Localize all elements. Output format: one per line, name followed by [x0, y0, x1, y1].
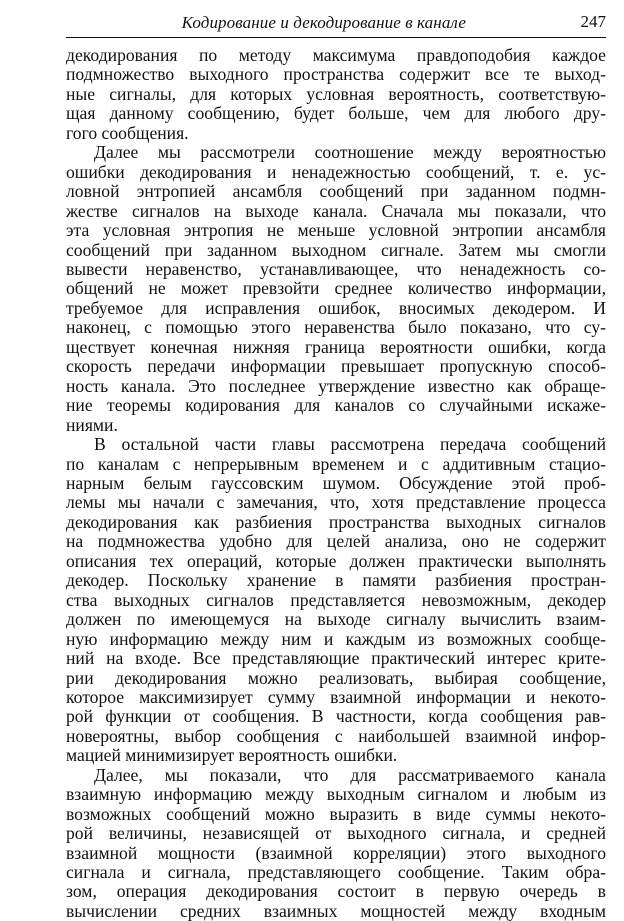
text-line: взаимной мощности (взаимной корреляции) этого выходного [66, 843, 606, 863]
text-line: описания тех операций, которые должен практически выполнять [66, 551, 606, 571]
paragraph [66, 766, 606, 921]
text-line: ниями. [66, 415, 118, 435]
text-line: ловной энтропией ансамбля сообщений при заданном подмн- [66, 182, 606, 202]
text-line: лемы мы начали с замечания, что, хотя представление процесса [66, 493, 606, 513]
text-line: подмножество выходного пространства содержит все те выход- [66, 65, 606, 85]
text-line: общений не может превзойти среднее количество информации, [66, 279, 606, 299]
text-line: возможных сообщений можно выразить в виде суммы некото- [66, 804, 606, 824]
text-line: рии декодирования можно реализовать, выбирая сообщение, [66, 668, 606, 688]
text-line: гого сообщения. [66, 123, 189, 143]
text-line: новероятны, выбор сообщения с наибольшей взаимной инфор- [66, 726, 606, 746]
text-line: декодер. Поскольку хранение в памяти разбиения простран- [66, 571, 606, 591]
text-line: жестве сигналов на выходе канала. Сначала мы показали, что [66, 201, 606, 221]
text-line: нарным белым гауссовским шумом. Обсуждение этой проб- [66, 473, 606, 493]
text-line: требуемое для исправления ошибок, вносимых декодером. И [66, 298, 606, 318]
text-line: ства выходных сигналов представляется невозможным, декодер [66, 590, 606, 610]
text-line: щая данному сообщению, будет больше, чем для любого дру- [66, 104, 606, 124]
text-line: скорость передачи информации превышает пропускную способ- [66, 357, 606, 377]
paragraph [66, 143, 606, 435]
text-line: вычислении средних взаимных мощностей между входным [66, 901, 606, 921]
text-line: ошибки декодирования и ненадежностью сообщений, т. е. ус- [66, 162, 606, 182]
text-line: ную информацию между ним и каждым из возможных сообще- [66, 629, 606, 649]
text-line: ные сигналы, для которых условная вероятность, соответствую- [66, 84, 606, 104]
text-line: ние теоремы кодирования для каналов со случайными искаже- [66, 396, 606, 416]
paragraph [66, 46, 606, 143]
text-line: декодирования по методу максимума правдоподобия каждое [66, 46, 606, 65]
text-line: эта условная энтропия не меньше условной энтропии ансамбля [66, 221, 606, 241]
text-line: должен по имеющемуся на выходе сигналу вычислить взаим- [66, 610, 606, 630]
text-line: рой функции от сообщения. В частности, когда сообщения рав- [66, 707, 606, 727]
text-line: рой величины, независящей от выходного сигнала, и средней [66, 824, 606, 844]
text-line: мацией минимизирует вероятность ошибки. [66, 746, 398, 766]
text-line: взаимную информацию между выходным сигналом и любым из [66, 785, 606, 805]
text-line: Далее мы рассмотрели соотношение между вероятностью [94, 143, 606, 163]
text-line: Далее, мы показали, что для рассматриваемого канала [94, 765, 606, 785]
text-line: декодирования как разбиения пространства выходных сигналов [66, 512, 606, 532]
text-line: зом, операция декодирования состоит в первую очередь в [66, 882, 606, 902]
text-line: вывести неравенство, устанавливающее, что ненадежность со- [66, 259, 606, 279]
text-line: на подмножества удобно для целей анализа, оно не содержит [66, 532, 606, 552]
text-line: которое максимизирует сумму взаимной информации и некото- [66, 687, 606, 707]
text-line: сообщений при заданном выходном сигнале. Затем мы смогли [66, 240, 606, 260]
running-header [66, 8, 606, 38]
text-line: ществует конечная нижняя граница вероятности ошибки, когда [66, 337, 606, 357]
page-number: 247 [580, 12, 606, 31]
body-text [66, 46, 606, 921]
text-line: сигнала и сигнала, представляющего сообщение. Таким обра- [66, 863, 606, 883]
text-line: ний на входе. Все представляющие практический интерес крите- [66, 649, 606, 669]
text-line: наконец, с помощью этого неравенства было показано, что су- [66, 318, 606, 338]
chapter-running-title: Кодирование и декодирование в канале [181, 13, 466, 32]
text-line: по каналам с непрерывным временем и с аддитивным стацио- [66, 454, 606, 474]
paragraph [66, 435, 606, 766]
text-line: В остальной части главы рассмотрена передача сообщений [94, 435, 606, 455]
text-line: ность канала. Это последнее утверждение известно как обраще- [66, 376, 606, 396]
